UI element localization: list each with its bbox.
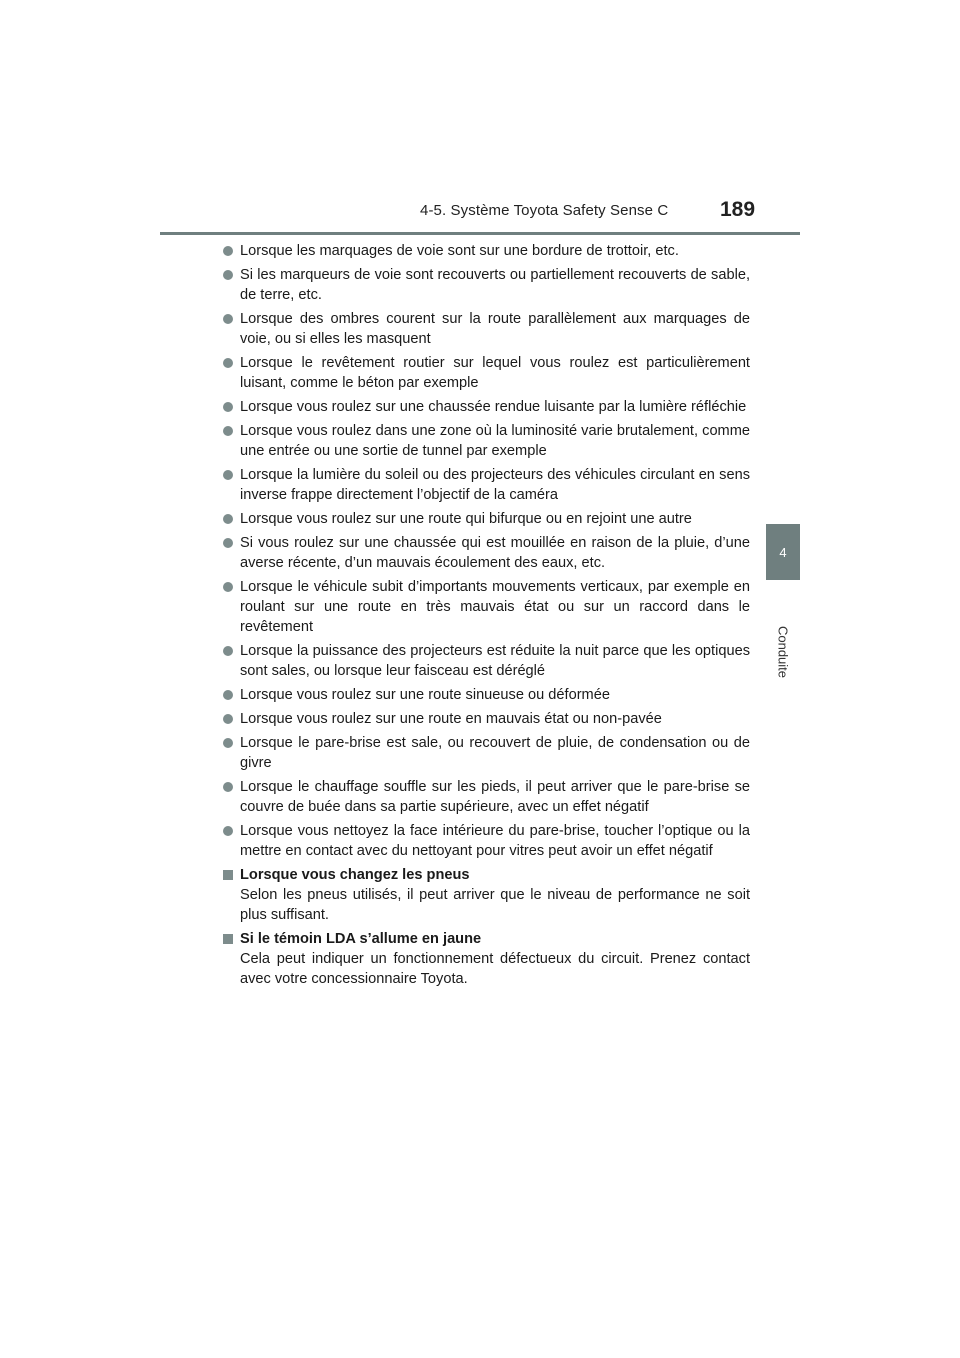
bullet-text: Lorsque vous roulez dans une zone où la luminosité varie brutalement, comme une entrée ou une sortie de tunnel par exemple xyxy=(240,423,750,459)
bullet-text: Lorsque vous roulez sur une chaussée rendue luisante par la lumière réfléchie xyxy=(240,399,747,415)
bullet-dot-icon xyxy=(223,738,233,748)
notes-section-list xyxy=(222,865,750,989)
bullet-item xyxy=(222,465,750,505)
bullet-dot-icon xyxy=(223,470,233,480)
bullet-text: Lorsque vous roulez sur une route sinueuse ou déformée xyxy=(240,687,610,703)
bullet-item xyxy=(222,777,750,817)
page-number: 189 xyxy=(720,198,756,221)
bullet-dot-icon xyxy=(223,538,233,548)
bullet-text: Lorsque vous nettoyez la face intérieure du pare-brise, toucher l’optique ou la mettre en contact avec du nettoyant pour vitres peut avoir un effet négatif xyxy=(240,823,750,859)
section-heading-text: Si le témoin LDA s’allume en jaune xyxy=(240,931,482,947)
bullet-item xyxy=(222,397,750,417)
bullet-dot-icon xyxy=(223,246,233,256)
bullet-dot-icon xyxy=(223,270,233,280)
bullet-text: Lorsque le véhicule subit d’importants mouvements verticaux, par exemple en roulant sur une route en très mauvais état ou sur un raccord dans le revêtement xyxy=(240,579,750,635)
bullet-dot-icon xyxy=(223,690,233,700)
chapter-label: Conduite xyxy=(775,625,791,679)
section-body: Cela peut indiquer un fonctionnement défectueux du circuit. Prenez contact avec votre concessionnaire Toyota. xyxy=(240,951,750,987)
chapter-number: 4 xyxy=(779,544,787,560)
section-heading xyxy=(222,865,750,885)
bullet-dot-icon xyxy=(223,714,233,724)
bullet-text: Lorsque des ombres courent sur la route parallèlement aux marquages de voie, ou si elles les masquent xyxy=(240,311,750,347)
bullet-item xyxy=(222,685,750,705)
note-section xyxy=(222,865,750,925)
bullet-item xyxy=(222,577,750,637)
section-square-icon xyxy=(223,934,233,944)
bullet-item xyxy=(222,709,750,729)
note-section xyxy=(222,929,750,989)
condition-bullet-list xyxy=(222,241,750,861)
section-heading xyxy=(222,929,750,949)
header-divider xyxy=(160,232,800,235)
bullet-text: Lorsque les marquages de voie sont sur une bordure de trottoir, etc. xyxy=(240,243,679,259)
bullet-dot-icon xyxy=(223,314,233,324)
section-heading-text: Lorsque vous changez les pneus xyxy=(240,867,470,883)
bullet-text: Lorsque la lumière du soleil ou des projecteurs des véhicules circulant en sens inverse frappe directement l’objectif de la caméra xyxy=(240,467,750,503)
bullet-dot-icon xyxy=(223,826,233,836)
bullet-dot-icon xyxy=(223,426,233,436)
bullet-text: Lorsque le chauffage souffle sur les pieds, il peut arriver que le pare-brise se couvre de buée dans sa partie supérieure, avec un effet négatif xyxy=(240,779,750,815)
bullet-text: Si vous roulez sur une chaussée qui est mouillée en raison de la pluie, d’une averse récente, d’un mauvais écoulement des eaux, etc. xyxy=(240,535,750,571)
bullet-item xyxy=(222,733,750,773)
section-square-icon xyxy=(223,870,233,880)
bullet-text: Lorsque la puissance des projecteurs est réduite la nuit parce que les optiques sont sales, ou lorsque leur faisceau est déréglé xyxy=(240,643,750,679)
bullet-dot-icon xyxy=(223,402,233,412)
bullet-text: Lorsque le pare-brise est sale, ou recouvert de pluie, de condensation ou de givre xyxy=(240,735,750,771)
bullet-dot-icon xyxy=(223,782,233,792)
bullet-item xyxy=(222,265,750,305)
bullet-item xyxy=(222,641,750,681)
page-header-title: 4-5. Système Toyota Safety Sense C xyxy=(420,202,669,219)
bullet-dot-icon xyxy=(223,646,233,656)
bullet-item xyxy=(222,821,750,861)
bullet-text: Si les marqueurs de voie sont recouverts ou partiellement recouverts de sable, de terre, etc. xyxy=(240,267,750,303)
main-content xyxy=(222,241,750,993)
bullet-item xyxy=(222,309,750,349)
bullet-dot-icon xyxy=(223,358,233,368)
bullet-text: Lorsque le revêtement routier sur lequel vous roulez est particulièrement luisant, comme le béton par exemple xyxy=(240,355,750,391)
bullet-text: Lorsque vous roulez sur une route en mauvais état ou non-pavée xyxy=(240,711,662,727)
bullet-item xyxy=(222,421,750,461)
bullet-text: Lorsque vous roulez sur une route qui bifurque ou en rejoint une autre xyxy=(240,511,692,527)
bullet-item xyxy=(222,353,750,393)
section-body: Selon les pneus utilisés, il peut arriver que le niveau de performance ne soit plus suffisant. xyxy=(240,887,750,923)
bullet-item xyxy=(222,533,750,573)
bullet-dot-icon xyxy=(223,582,233,592)
bullet-item xyxy=(222,509,750,529)
bullet-item xyxy=(222,241,750,261)
chapter-tab xyxy=(766,524,800,580)
bullet-dot-icon xyxy=(223,514,233,524)
